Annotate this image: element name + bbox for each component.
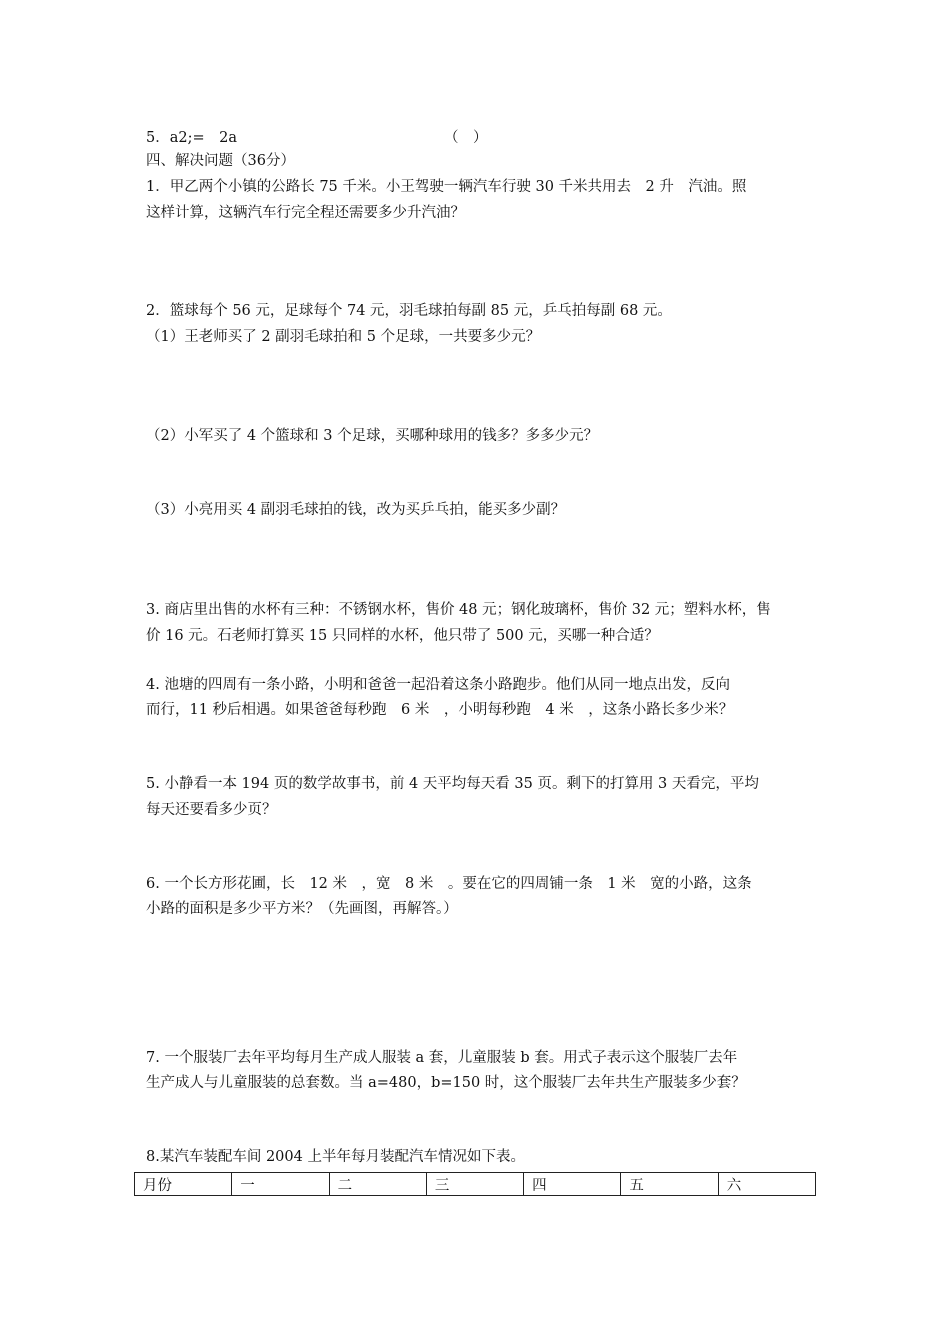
problem-7-line-2: 生产成人与儿童服装的总套数。当 a=480，b=150 时，这个服装厂去年共生产服装多少套？ <box>146 1075 746 1091</box>
problem-1-line-1: 1．甲乙两个小镇的公路长 75 千米。小王驾驶一辆汽车行驶 30 千米共用去 2 升 汽油。照 <box>146 179 747 195</box>
table-cell-month-3: 三 <box>426 1173 523 1196</box>
answer-parentheses: （ ） <box>444 130 488 146</box>
problem-5-line-2: 每天还要看多少页？ <box>146 802 277 818</box>
problem-2-sub-1: （1）王老师买了 2 副羽毛球拍和 5 个足球，一共要多少元？ <box>146 329 541 345</box>
section-heading: 四、解决问题（36分） <box>146 153 295 169</box>
judgement-item-5: 5．a2;= 2a <box>146 130 238 146</box>
problem-5-line-1: 5. 小静看一本 194 页的数学故事书，前 4 天平均每天看 35 页。剩下的打算用 3 天看完，平均 <box>146 776 759 792</box>
problem-7-line-1: 7. 一个服装厂去年平均每月生产成人服装 a 套，儿童服装 b 套。用式子表示这个服装厂去年 <box>146 1050 738 1066</box>
problem-6-line-2: 小路的面积是多少平方米？（先画图，再解答。） <box>146 901 458 917</box>
problem-6-line-1: 6. 一个长方形花圃，长 12 米 ，宽 8 米 。要在它的四周铺一条 1 米 宽的小路，这条 <box>146 876 752 892</box>
problem-2-sub-2: （2）小军买了 4 个篮球和 3 个足球，买哪种球用的钱多？多多少元？ <box>146 428 599 444</box>
problem-2-line-1: 2．篮球每个 56 元，足球每个 74 元，羽毛球拍每副 85 元，乒乓拍每副 68 元。 <box>146 303 672 319</box>
problem-3-line-2: 价 16 元。石老师打算买 15 只同样的水杯，他只带了 500 元，买哪一种合适？ <box>146 628 659 644</box>
table-cell-month-4: 四 <box>524 1173 621 1196</box>
table-cell-month-6: 六 <box>718 1173 815 1196</box>
problem-3-line-1: 3. 商店里出售的水杯有三种：不锈钢水杯，售价 48 元；钢化玻璃杯，售价 32 元；塑料水杯，售 <box>146 602 771 618</box>
table-cell-month-2: 二 <box>329 1173 426 1196</box>
table-cell-month-header: 月份 <box>135 1173 232 1196</box>
table-cell-month-1: 一 <box>232 1173 329 1196</box>
problem-1-line-2: 这样计算，这辆汽车行完全程还需要多少升汽油？ <box>146 205 465 221</box>
table-row <box>135 1173 816 1196</box>
problem-8-line-1: 8.某汽车装配车间 2004 上半年每月装配汽车情况如下表。 <box>146 1149 525 1165</box>
monthly-assembly-table <box>134 1172 816 1196</box>
table-cell-month-5: 五 <box>621 1173 718 1196</box>
problem-4-line-2: 而行，11 秒后相遇。如果爸爸每秒跑 6 米 ，小明每秒跑 4 米 ，这条小路长多少米？ <box>146 702 734 718</box>
problem-2-sub-3: （3）小亮用买 4 副羽毛球拍的钱，改为买乒乓拍，能买多少副？ <box>146 502 566 518</box>
problem-4-line-1: 4. 池塘的四周有一条小路，小明和爸爸一起沿着这条小路跑步。他们从同一地点出发，反向 <box>146 677 730 693</box>
